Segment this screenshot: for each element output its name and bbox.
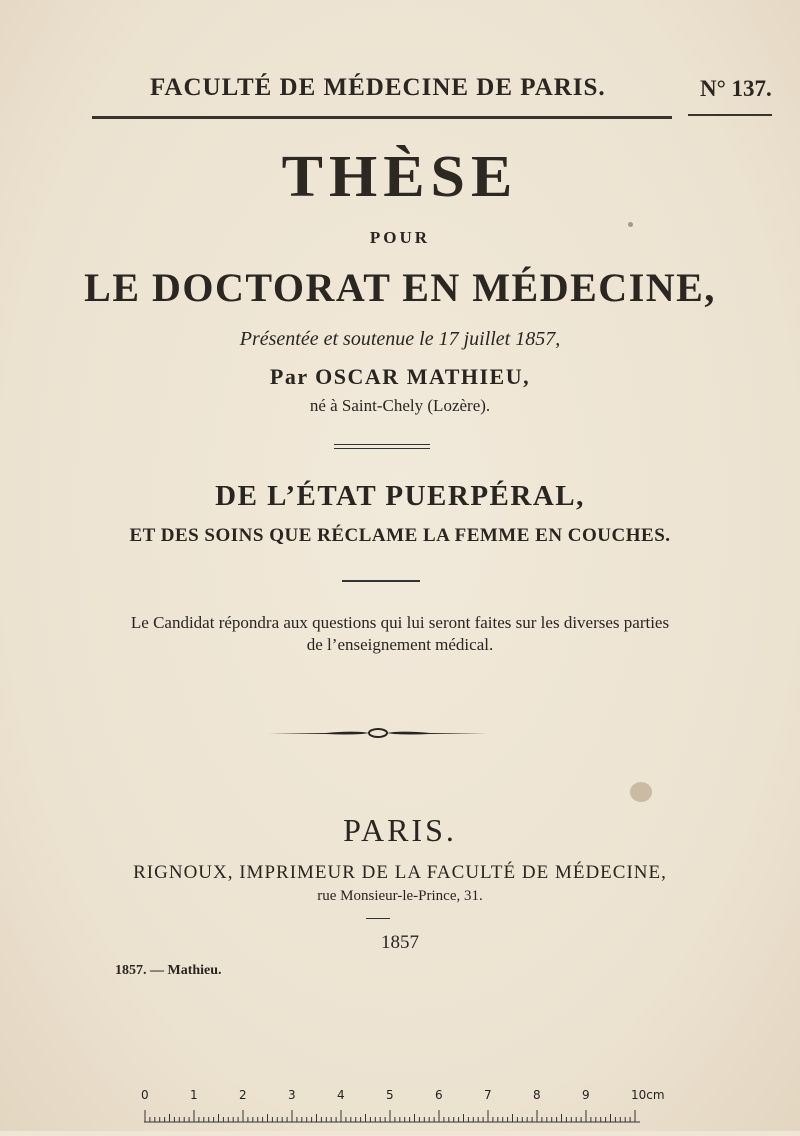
ruler-label: 1 bbox=[190, 1088, 198, 1102]
short-rule bbox=[366, 918, 390, 919]
ruler-label: 2 bbox=[239, 1088, 247, 1102]
ruler-label: 8 bbox=[533, 1088, 541, 1102]
section-rule bbox=[342, 580, 420, 582]
subject-subtitle: ET DES SOINS QUE RÉCLAME LA FEMME EN COUCHES. bbox=[129, 525, 671, 546]
double-rule-divider bbox=[334, 444, 430, 449]
ruler-label: 10cm bbox=[631, 1088, 665, 1102]
number-rule bbox=[688, 114, 772, 116]
ruler-label: 9 bbox=[582, 1088, 590, 1102]
foxing-stain bbox=[630, 782, 652, 802]
thesis-number: N° 137. bbox=[700, 76, 772, 101]
thesis-title: THÈSE bbox=[281, 144, 519, 210]
footer-signature: 1857. — Mathieu. bbox=[115, 963, 222, 978]
pour-label: POUR bbox=[369, 228, 431, 247]
header-rule bbox=[92, 116, 672, 119]
ruler-label: 3 bbox=[288, 1088, 296, 1102]
imprint-city: PARIS. bbox=[343, 812, 457, 848]
foxing-stain bbox=[628, 222, 633, 227]
ruler-label: 7 bbox=[484, 1088, 492, 1102]
ornamental-rule bbox=[266, 726, 490, 740]
candidate-note-line-2: de l’enseignement médical. bbox=[306, 635, 494, 654]
author-line: Par OSCAR MATHIEU, bbox=[269, 364, 531, 389]
scale-ruler bbox=[141, 1088, 665, 1112]
ruler-label: 4 bbox=[337, 1088, 345, 1102]
candidate-note bbox=[0, 612, 800, 656]
subject-title: DE L’ÉTAT PUERPÉRAL, bbox=[215, 480, 585, 512]
ruler-label: 6 bbox=[435, 1088, 443, 1102]
ruler-label: 0 bbox=[141, 1088, 149, 1102]
presentation-date: Présentée et soutenue le 17 juillet 1857, bbox=[239, 328, 561, 350]
candidate-note-line-1: Le Candidat répondra aux questions qui lui seront faites sur les diverses parties bbox=[130, 613, 670, 632]
printer-address: rue Monsieur-le-Prince, 31. bbox=[317, 888, 483, 904]
ruler-label: 5 bbox=[386, 1088, 394, 1102]
imprint-year: 1857 bbox=[381, 932, 419, 953]
printer-name: RIGNOUX, IMPRIMEUR DE LA FACULTÉ DE MÉDECINE, bbox=[133, 862, 667, 883]
degree-title: LE DOCTORAT EN MÉDECINE, bbox=[84, 265, 716, 310]
faculty-header: FACULTÉ DE MÉDECINE DE PARIS. bbox=[150, 74, 606, 101]
birthplace-line: né à Saint-Chely (Lozère). bbox=[309, 396, 491, 415]
